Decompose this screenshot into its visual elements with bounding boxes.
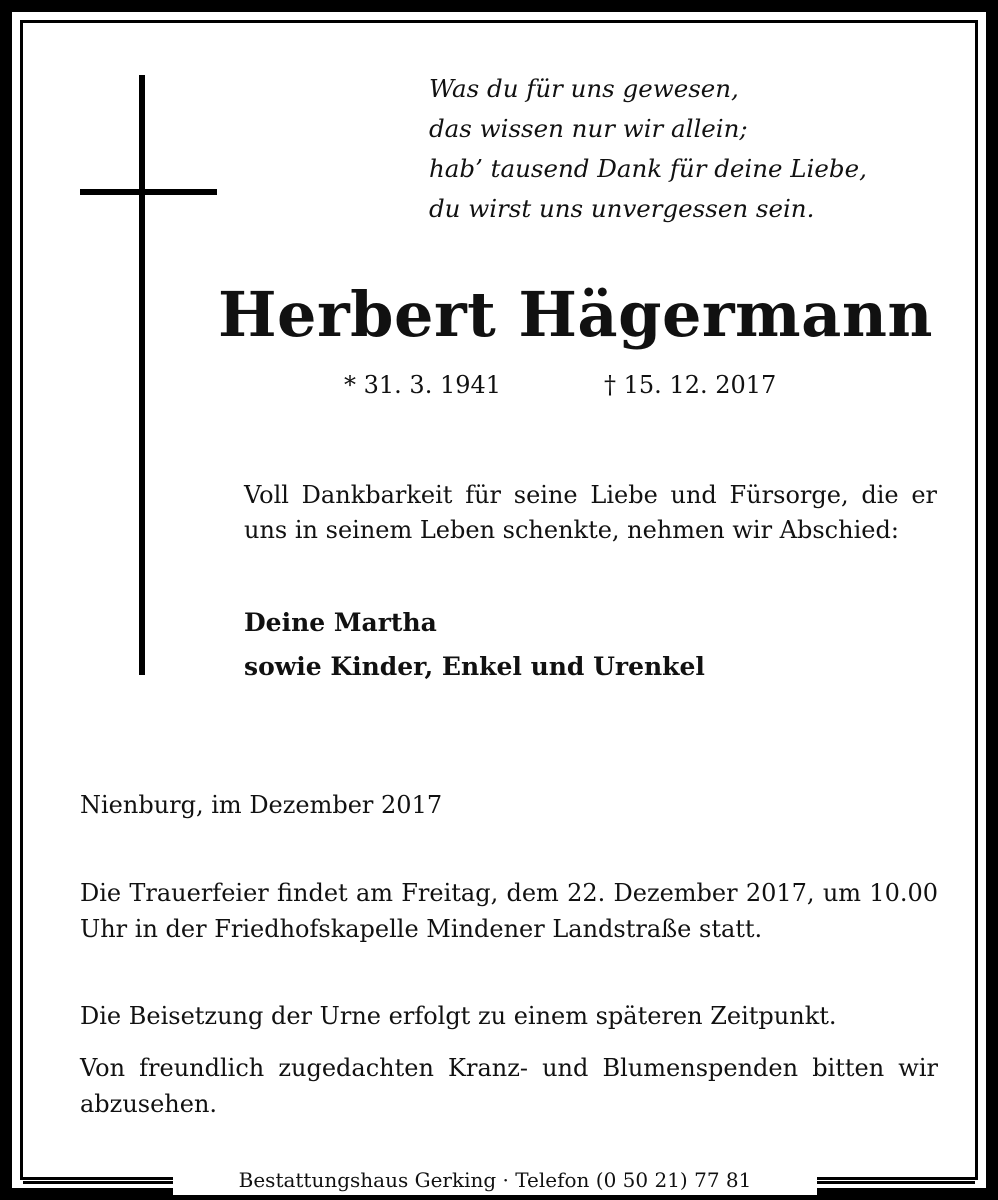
ceremony-info: Die Trauerfeier findet am Freitag, dem 22. Dezember 2017, um 10.00 Uhr in der Friedhofskapelle Mindener Landstraße statt. bbox=[80, 879, 938, 943]
birth-date: * 31. 3. 1941 bbox=[344, 371, 502, 399]
poem-line: du wirst uns unvergessen sein. bbox=[429, 194, 815, 223]
poem bbox=[429, 69, 969, 229]
signatures bbox=[244, 601, 944, 689]
footer-rule-right bbox=[817, 1181, 975, 1184]
burial-info: Die Beisetzung der Urne erfolgt zu einem späteren Zeitpunkt. bbox=[80, 1002, 837, 1030]
cross-horizontal-bar bbox=[80, 189, 217, 195]
footer-rule-left bbox=[23, 1181, 173, 1184]
poem-line: das wissen nur wir allein; bbox=[429, 114, 748, 143]
deceased-name: Herbert Hägermann bbox=[217, 278, 933, 351]
poem-line: Was du für uns gewesen, bbox=[429, 74, 739, 103]
signature-line: sowie Kinder, Enkel und Urenkel bbox=[244, 652, 705, 681]
obituary-frame bbox=[20, 20, 978, 1192]
place-and-date: Nienburg, im Dezember 2017 bbox=[80, 791, 443, 819]
obituary-page bbox=[12, 12, 986, 1192]
funeral-home-footer: Bestattungshaus Gerking · Telefon (0 50 21) 77 81 bbox=[173, 1165, 817, 1195]
poem-line: hab’ tausend Dank für deine Liebe, bbox=[429, 154, 867, 183]
flowers-info: Von freundlich zugedachten Kranz- und Blumenspenden bitten wir abzusehen. bbox=[80, 1054, 938, 1118]
signature-line: Deine Martha bbox=[244, 608, 437, 637]
cross-vertical-bar bbox=[139, 75, 145, 675]
death-date: † 15. 12. 2017 bbox=[604, 371, 777, 399]
farewell-message: Voll Dankbarkeit für seine Liebe und Fürsorge, die er uns in seinem Leben schenkte, nehmen wir Abschied: bbox=[244, 481, 937, 544]
